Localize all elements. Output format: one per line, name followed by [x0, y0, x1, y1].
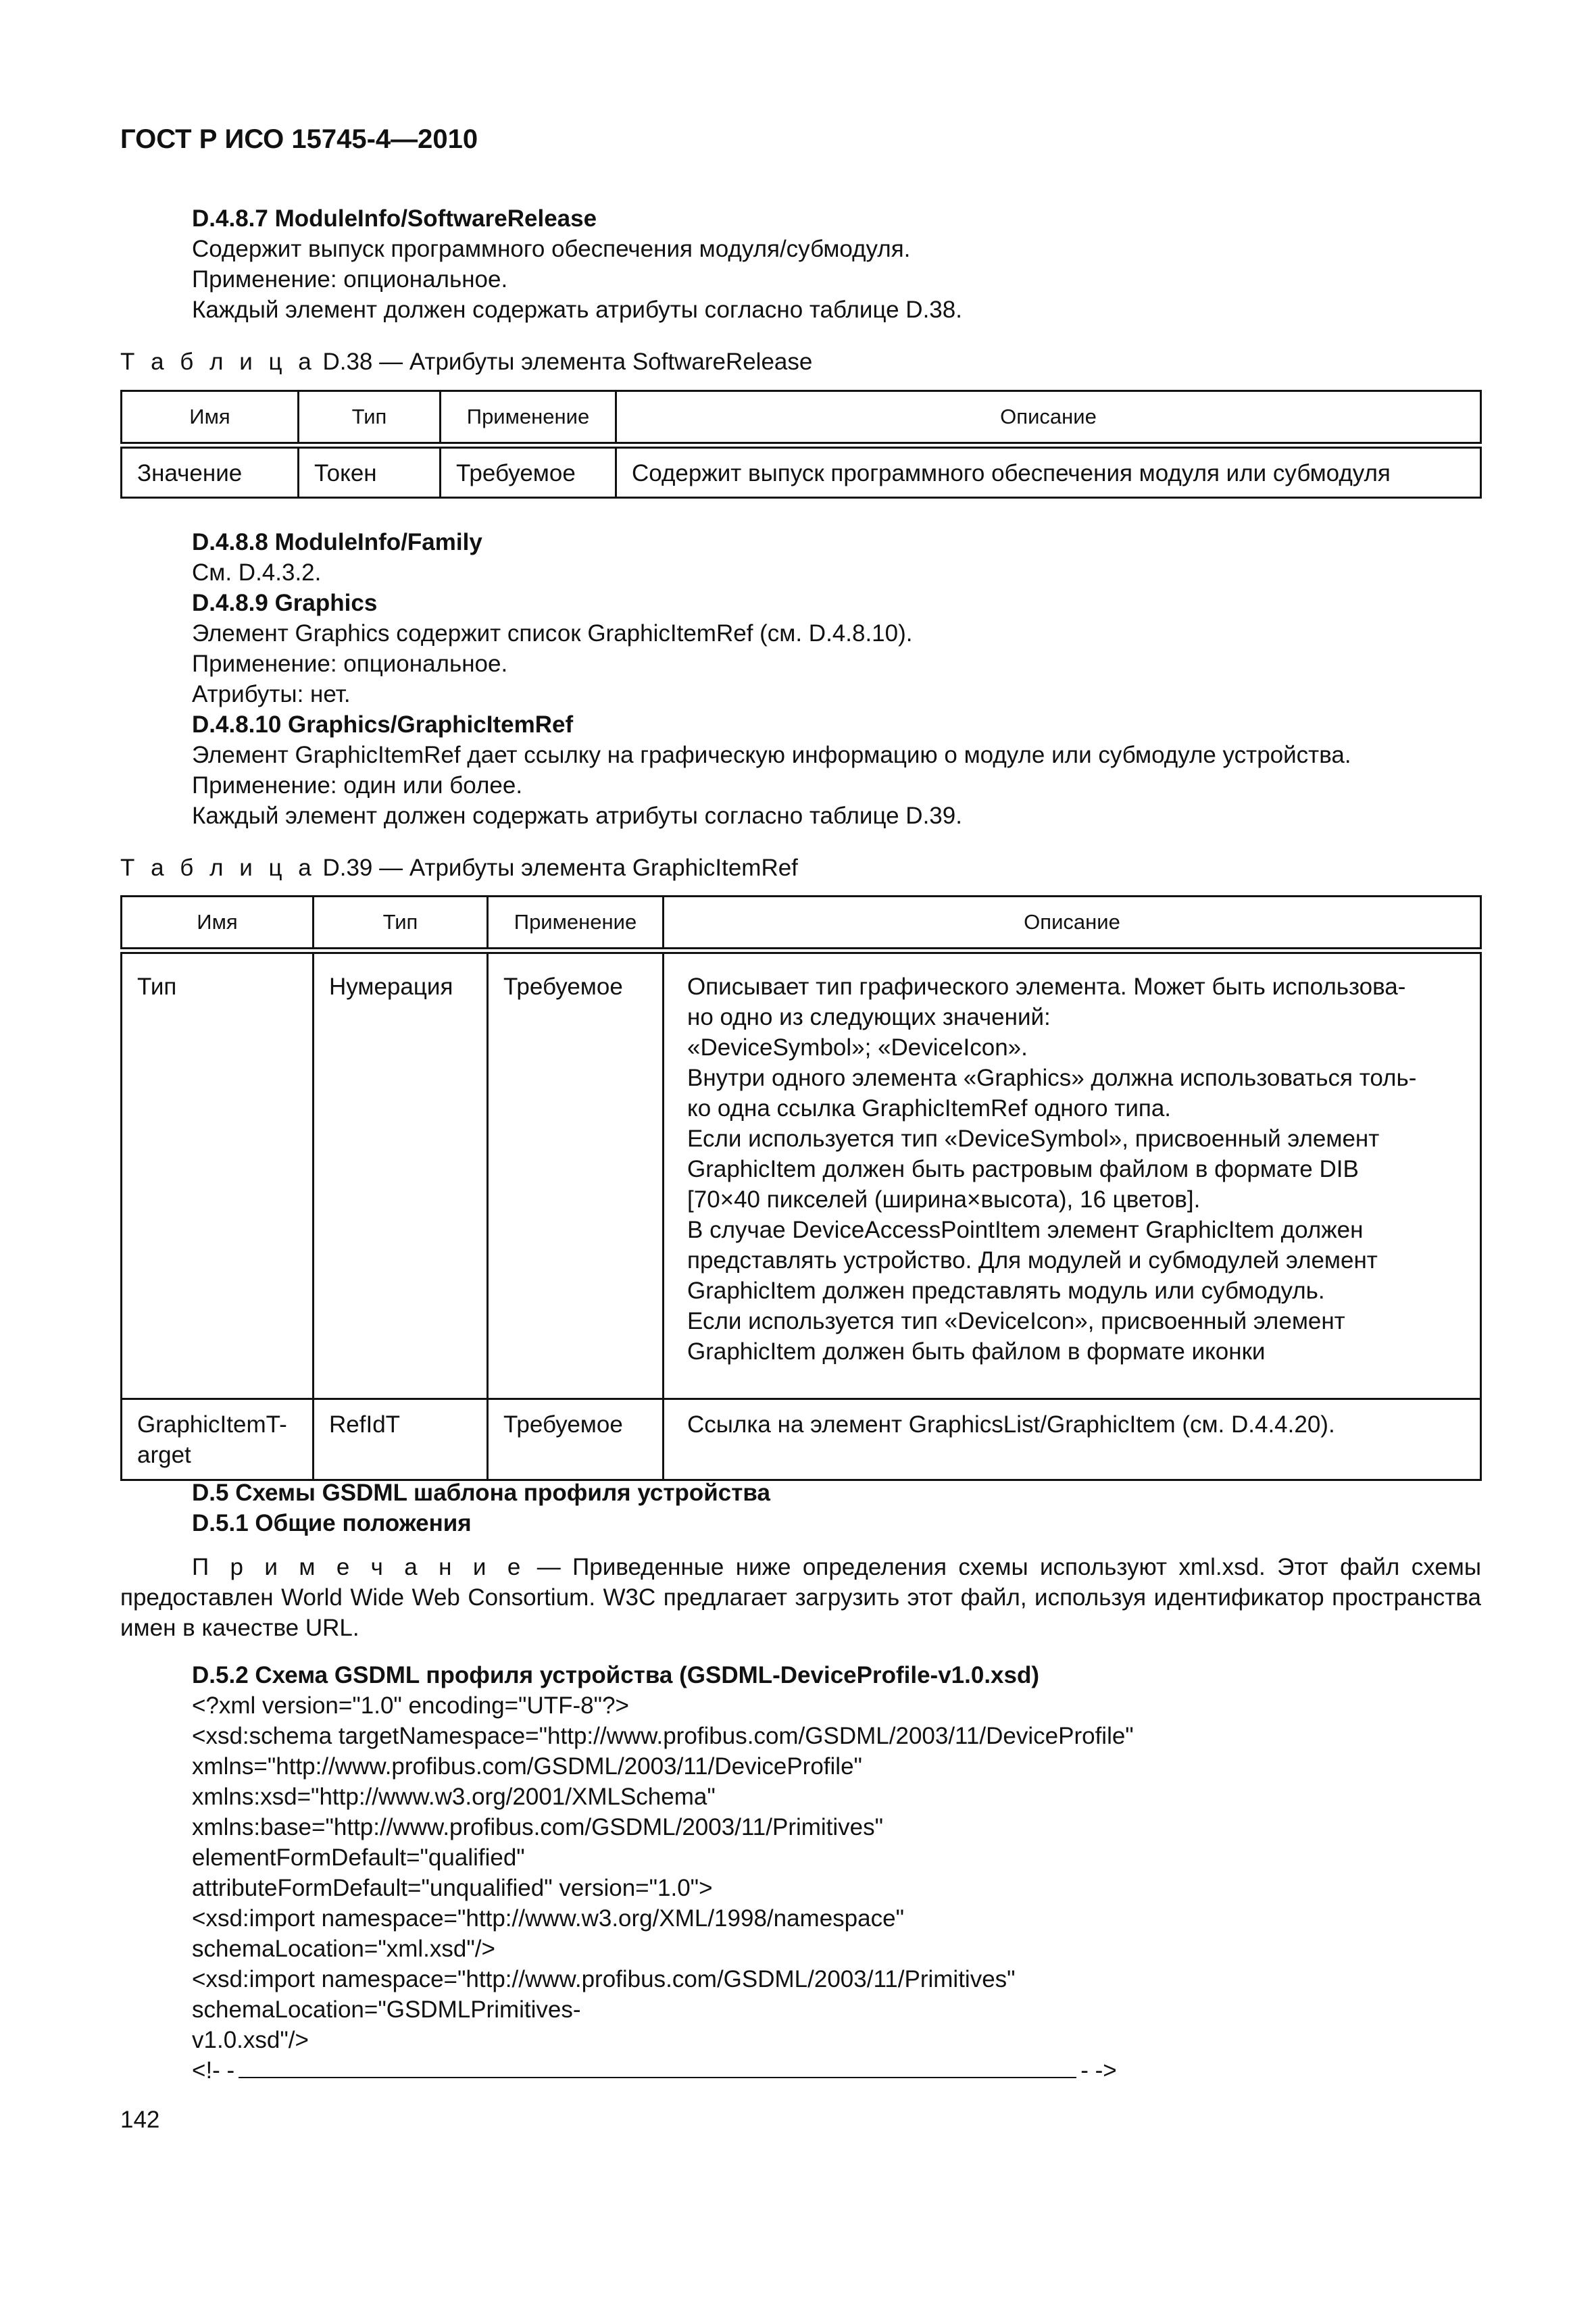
header-cell: Имя — [122, 391, 299, 445]
table-d38 — [120, 390, 1482, 499]
paragraph-line: Каждый элемент должен содержать атрибуты согласно таблице D.38. — [192, 297, 962, 323]
table-cell: Токен — [299, 445, 441, 498]
table-caption — [120, 349, 812, 376]
desc-line: представлять устройство. Для модулей и субмодулей элемент — [687, 1247, 1378, 1274]
table-cell: Значение — [122, 445, 299, 498]
header-cell: Имя — [122, 897, 314, 951]
comment-end: - -> — [1080, 2057, 1117, 2084]
code-line: attributeFormDefault="unqualified" version="1.0"> — [192, 1875, 713, 1901]
desc-line: Внутри одного элемента «Graphics» должна использоваться толь- — [687, 1064, 1417, 1091]
code-comment-line — [192, 2055, 1117, 2086]
standard-header: ГОСТ Р ИСО 15745-4—2010 — [120, 124, 478, 154]
code-line: schemaLocation="GSDMLPrimitives- — [192, 1996, 581, 2023]
desc-line: ко одна ссылка GraphicItemRef одного типа. — [687, 1095, 1172, 1122]
comment-rule — [239, 2062, 1076, 2078]
header-cell: Тип — [314, 897, 488, 951]
paragraph-line: Элемент Graphics содержит список GraphicItemRef (см. D.4.8.10). — [192, 620, 913, 647]
header-cell: Применение — [441, 391, 616, 445]
section-heading: D.5.1 Общие положения — [192, 1510, 472, 1536]
desc-line: В случае DeviceAccessPointItem элемент GraphicItem должен — [687, 1216, 1364, 1243]
code-line: xmlns:base="http://www.profibus.com/GSDML/2003/11/Primitives" — [192, 1814, 884, 1840]
desc-line: Описывает тип графического элемента. Может быть использова- — [687, 973, 1406, 1000]
table-cell: Требуемое — [488, 951, 664, 1399]
table-d39 — [120, 895, 1482, 1481]
desc-line: GraphicItem должен быть файлом в формате иконки — [687, 1338, 1266, 1365]
table-cell: Нумерация — [314, 951, 488, 1399]
section-heading: D.5.2 Схема GSDML профиля устройства (GSDML-DeviceProfile-v1.0.xsd) — [192, 1662, 1040, 1688]
section-heading: D.4.8.8 ModuleInfo/Family — [192, 529, 482, 555]
table-cell: Ссылка на элемент GraphicsList/GraphicItem (см. D.4.4.20). — [664, 1399, 1481, 1480]
table-row — [122, 1399, 1481, 1480]
caption-prefix: Т а б л и ц а — [120, 349, 316, 375]
paragraph-line: Применение: один или более. — [192, 772, 523, 799]
table-row — [122, 951, 1481, 1399]
caption-prefix: Т а б л и ц а — [120, 855, 316, 881]
code-line: schemaLocation="xml.xsd"/> — [192, 1936, 495, 1962]
caption-text: D.39 — Атрибуты элемента GraphicItemRef — [322, 855, 798, 881]
code-line: xmlns="http://www.profibus.com/GSDML/2003/11/DeviceProfile" — [192, 1753, 862, 1780]
desc-line: Если используется тип «DeviceSymbol», присвоенный элемент — [687, 1125, 1380, 1152]
name-line: GraphicItemT- — [137, 1411, 287, 1438]
table-caption — [120, 855, 798, 882]
desc-line: [70×40 пикселей (ширина×высота), 16 цветов]. — [687, 1186, 1201, 1213]
table-cell — [122, 1399, 314, 1480]
header-cell: Описание — [664, 897, 1481, 951]
name-line: arget — [137, 1442, 191, 1468]
table-cell: Содержит выпуск программного обеспечения модуля или субмодуля — [616, 445, 1481, 498]
table-cell — [664, 951, 1481, 1399]
code-line: <xsd:import namespace="http://www.profibus.com/GSDML/2003/11/Primitives" — [192, 1966, 1016, 1992]
table-cell: Требуемое — [488, 1399, 664, 1480]
code-line: elementFormDefault="qualified" — [192, 1844, 525, 1871]
note-label: П р и м е ч а н и е — [192, 1554, 526, 1580]
caption-text: D.38 — Атрибуты элемента SoftwareRelease — [322, 349, 813, 375]
code-line: <xsd:schema targetNamespace="http://www.profibus.com/GSDML/2003/11/DeviceProfile" — [192, 1723, 1134, 1749]
desc-line: «DeviceSymbol»; «DeviceIcon». — [687, 1034, 1028, 1061]
header-cell: Описание — [616, 391, 1481, 445]
header-cell: Тип — [299, 391, 441, 445]
paragraph-line: Применение: опциональное. — [192, 266, 508, 293]
code-line: v1.0.xsd"/> — [192, 2027, 309, 2053]
paragraph-line: Элемент GraphicItemRef дает ссылку на графическую информацию о модуле или субмодуле устройства. — [192, 742, 1351, 768]
desc-line: GraphicItem должен представлять модуль или субмодуль. — [687, 1277, 1325, 1304]
section-heading: D.4.8.7 ModuleInfo/SoftwareRelease — [192, 205, 597, 232]
paragraph-line: См. D.4.3.2. — [192, 559, 322, 586]
desc-line: Если используется тип «DeviceIcon», присвоенный элемент — [687, 1307, 1345, 1334]
note-paragraph — [120, 1552, 1481, 1643]
comment-start: <!- - — [192, 2057, 235, 2084]
paragraph-line: Применение: опциональное. — [192, 651, 508, 677]
desc-line: GraphicItem должен быть растровым файлом в формате DIB — [687, 1155, 1359, 1182]
table-cell: Тип — [122, 951, 314, 1399]
table-cell: RefIdT — [314, 1399, 488, 1480]
table-cell: Требуемое — [441, 445, 616, 498]
code-line: <xsd:import namespace="http://www.w3.org/XML/1998/namespace" — [192, 1905, 904, 1932]
paragraph-line: Каждый элемент должен содержать атрибуты согласно таблице D.39. — [192, 803, 962, 829]
paragraph-line: Содержит выпуск программного обеспечения модуля/субмодуля. — [192, 236, 911, 262]
section-heading: D.4.8.9 Graphics — [192, 590, 378, 616]
desc-line: но одно из следующих значений: — [687, 1003, 1051, 1030]
note-text: — Приведенные ниже определения схемы используют xml.xsd. Этот файл схемы предоставлен World Wide Web Consortium. W3C предлагает загрузить этот файл, используя идентификатор пространства имен в качестве URL. — [120, 1554, 1481, 1641]
header-cell: Применение — [488, 897, 664, 951]
page-number: 142 — [120, 2107, 160, 2133]
code-line: <?xml version="1.0" encoding="UTF-8"?> — [192, 1692, 629, 1719]
table-row — [122, 445, 1481, 498]
code-line: xmlns:xsd="http://www.w3.org/2001/XMLSchema" — [192, 1784, 716, 1810]
paragraph-line: Атрибуты: нет. — [192, 681, 351, 707]
section-heading: D.5 Схемы GSDML шаблона профиля устройства — [192, 1480, 770, 1506]
section-heading: D.4.8.10 Graphics/GraphicItemRef — [192, 711, 574, 738]
